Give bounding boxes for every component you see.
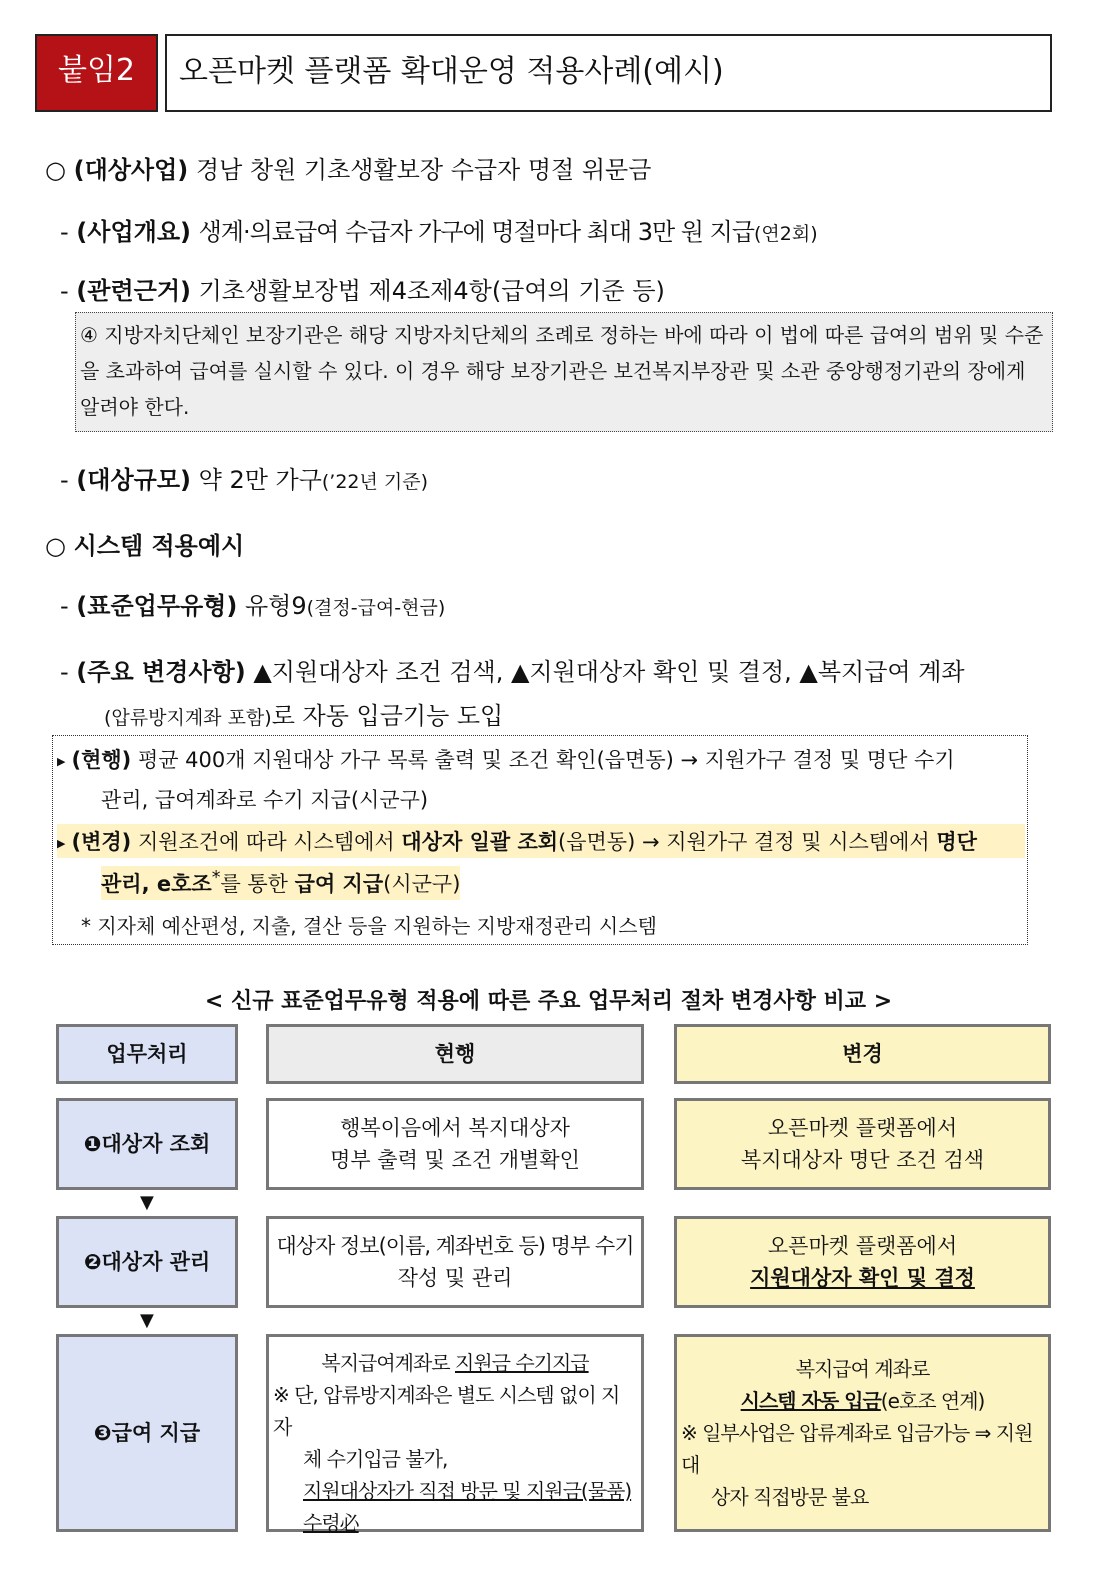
- header-process: 업무처리: [56, 1024, 238, 1084]
- comparison-title: < 신규 표준업무유형 적용에 따른 주요 업무처리 절차 변경사항 비교 >: [204, 989, 893, 1014]
- row3-current-a: 복지급여계좌로: [321, 1351, 455, 1375]
- flow-arrow-1: ▼: [140, 1192, 154, 1213]
- row2-changed-line-1: 오픈마켓 플랫폼에서: [767, 1234, 958, 1258]
- standard-type-note: (결정-급여-현금): [306, 597, 446, 619]
- row3-current: [266, 1334, 644, 1535]
- row1-current: [266, 1098, 644, 1190]
- header-changed: 변경: [674, 1024, 1051, 1084]
- main-change-line: - (주요 변경사항) ▲지원대상자 조건 검색, ▲지원대상자 확인 및 결정, ▲복지급여 계좌: [60, 658, 965, 686]
- change-text-2b: 를 통한: [220, 872, 288, 896]
- row3-changed-line-2: [741, 1385, 985, 1417]
- current-vs-change-box: [52, 735, 1028, 945]
- system-example-title: 시스템 적용예시: [73, 532, 245, 560]
- row3-current-b: 지원금 수기지급: [455, 1351, 589, 1375]
- row2-current: [266, 1216, 644, 1308]
- overview-text: 생계·의료급여 수급자 가구에 명절마다 최대 3만 원 지급: [198, 218, 754, 246]
- basis-line: - (관련근거) 기초생활보장법 제4조제4항(급여의 기준 등): [60, 277, 665, 305]
- row1-current-line-2: 명부 출력 및 조건 개별확인: [330, 1148, 580, 1172]
- main-change-text-2: 로 자동 입금기능 도입: [271, 702, 504, 730]
- change-text-1d: 명단: [936, 830, 977, 854]
- row3-changed-note-2: 상자 직접방문 불요: [711, 1485, 869, 1509]
- target-project-line: [45, 150, 651, 185]
- row3-current-note-3: 지원대상자가 직접 방문 및 지원금(물품): [303, 1479, 632, 1503]
- row3-changed-2a: 시스템 자동 입금: [740, 1389, 881, 1413]
- main-change-label: (주요 변경사항): [76, 658, 246, 686]
- row3-changed-2b: (e호조 연계): [880, 1389, 985, 1413]
- current-line-1: ▶ (현행) 평균 400개 지원대상 가구 목록 출력 및 조건 확인(읍면동) → 지원가구 결정 및 명단 수기: [57, 748, 955, 772]
- current-text-1: 평균 400개 지원대상 가구 목록 출력 및 조건 확인(읍면동) → 지원가구 결정 및 명단 수기: [137, 748, 955, 772]
- row1-changed-line-1: 오픈마켓 플랫폼에서: [767, 1116, 958, 1140]
- main-change-note: (압류방지계좌 포함): [104, 707, 272, 729]
- scale-line: - (대상규모) 약 2만 가구(’22년 기준): [60, 466, 429, 494]
- flow-arrow-2: ▼: [140, 1310, 154, 1331]
- standard-type-label: (표준업무유형): [76, 592, 238, 620]
- row3-current-note-1: ※ 단, 압류방지계좌은 별도 시스템 없이 지자: [273, 1383, 620, 1439]
- footnote: * 지자체 예산편성, 지출, 결산 등을 지원하는 지방재정관리 시스템: [81, 914, 657, 938]
- row2-changed-line-2: 지원대상자 확인 및 결정: [750, 1266, 975, 1290]
- footnote-star: *: [211, 868, 221, 888]
- row3-current-line-1: [321, 1347, 588, 1379]
- main-change-line-2: [104, 696, 503, 731]
- scale-note: (’22년 기준): [321, 471, 429, 493]
- change-text-1a: 지원조건에 따라 시스템에서: [137, 830, 395, 854]
- basis-text: 기초생활보장법 제4조제4항(급여의 기준 등): [198, 277, 665, 305]
- basis-label: (관련근거): [76, 277, 191, 305]
- step-3-label: ❸급여 지급: [56, 1334, 238, 1532]
- header-current: 현행: [266, 1024, 644, 1084]
- change-line-1: ▶ (변경) 지원조건에 따라 시스템에서 대상자 일괄 조회(읍면동) → 지원가구 결정 및 시스템에서 명단: [57, 824, 1025, 858]
- overview-line: - (사업개요) 생계·의료급여 수급자 가구에 명절마다 최대 3만 원 지급(연2회): [60, 218, 818, 246]
- row1-changed-line-2: 복지대상자 명단 조건 검색: [740, 1148, 985, 1172]
- current-text-2: 관리, 급여계좌로 수기 지급(시군구): [101, 788, 429, 812]
- document-title: 오픈마켓 플랫폼 확대운영 적용사례(예시): [165, 34, 1052, 112]
- row1-changed: [674, 1098, 1051, 1190]
- row2-changed: [674, 1216, 1051, 1308]
- change-text-1b: 대상자 일괄 조회: [401, 830, 559, 854]
- law-excerpt-box: [75, 312, 1053, 432]
- standard-type-text: 유형9: [244, 592, 307, 620]
- overview-label: (사업개요): [76, 218, 191, 246]
- row3-current-note-4: 수령必: [303, 1511, 359, 1535]
- row3-changed: [674, 1334, 1051, 1532]
- change-label: (변경): [71, 830, 132, 854]
- scale-label: (대상규모): [76, 466, 191, 494]
- standard-type-line: - (표준업무유형) 유형9(결정-급여-현금): [60, 592, 446, 620]
- row3-changed-note-1: ※ 일부사업은 압류계좌로 입금가능 ⇒ 지원대: [681, 1421, 1033, 1477]
- law-excerpt-text: ④ 지방자치단체인 보장기관은 해당 지방자치단체의 조례로 정하는 바에 따라 이 법에 따른 급여의 범위 및 수준을 초과하여 급여를 실시할 수 있다. 이 경우 해당 보장기관은 보건복지부장관 및 소관 중앙행정기관의 장에게 알려야 한다.: [80, 323, 1044, 419]
- system-example-heading: [45, 526, 244, 561]
- section-bullet: ○: [45, 156, 66, 184]
- attachment-tag: 붙임2: [35, 34, 158, 112]
- change-text-2d: (시군구): [383, 872, 461, 896]
- change-line-2: [101, 866, 460, 900]
- section-bullet: ○: [45, 532, 66, 560]
- row3-changed-line-1: 복지급여 계좌로: [795, 1357, 930, 1381]
- step-2-label: ❷대상자 관리: [56, 1216, 238, 1308]
- step-1-label: ❶대상자 조회: [56, 1098, 238, 1190]
- change-text-1c: (읍면동) → 지원가구 결정 및 시스템에서: [558, 830, 930, 854]
- row2-current-line-2: 작성 및 관리: [397, 1266, 513, 1290]
- target-project-label: (대상사업): [73, 156, 189, 184]
- row1-current-line-1: 행복이음에서 복지대상자: [340, 1116, 570, 1140]
- overview-note: (연2회): [753, 223, 818, 245]
- target-project-text: 경남 창원 기초생활보장 수급자 명절 위문금: [195, 156, 652, 184]
- row3-current-note-2: 체 수기입금 불가,: [303, 1447, 448, 1471]
- main-change-text: ▲지원대상자 조건 검색, ▲지원대상자 확인 및 결정, ▲복지급여 계좌: [253, 658, 965, 686]
- row2-current-line-1: 대상자 정보(이름, 계좌번호 등) 명부 수기: [276, 1234, 634, 1258]
- scale-text: 약 2만 가구: [198, 466, 322, 494]
- current-label: (현행): [71, 748, 132, 772]
- change-text-2a: 관리, e호조: [101, 872, 212, 896]
- change-text-2c: 급여 지급: [294, 872, 384, 896]
